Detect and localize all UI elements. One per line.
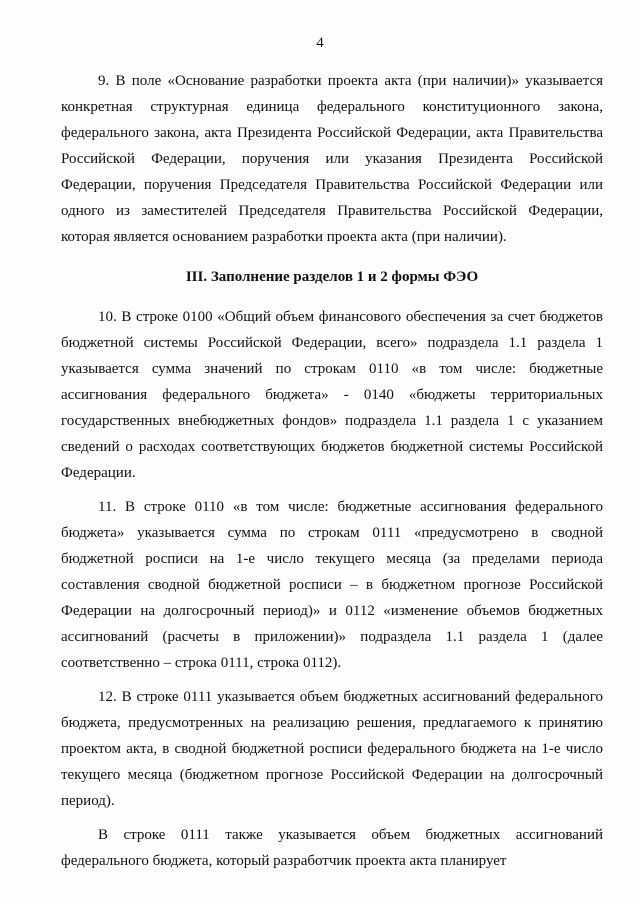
page-number: 4	[316, 35, 324, 51]
paragraph-11: 11. В строке 0110 «в том числе: бюджетные ассигнования федерального бюджета» указывается сумма по строкам 0111 «предусмотрено в сводной бюджетной росписи на 1-е число текущего месяца (за пределами периода составления сводной бюджетной росписи – в бюджетном прогнозе Российской Федерации на долгосрочный период)» и 0112 «изменение объемов бюджетных ассигнований (расчеты в приложении)» подраздела 1.1 раздела 1 (далее соответственно – строка 0111, строка 0112).	[61, 499, 603, 671]
document-body	[61, 68, 603, 874]
paragraph-12-continued: В строке 0111 также указывается объем бюджетных ассигнований федерального бюджета, который разработчик проекта акта планирует	[61, 827, 603, 869]
paragraph-9: 9. В поле «Основание разработки проекта акта (при наличии)» указывается конкретная структурная единица федерального конституционного закона, федерального закона, акта Президента Российской Федерации, акта Правительства Российской Федерации, поручения или указания Президента Российской Федерации, поручения Председателя Правительства Российской Федерации или одного из заместителей Председателя Правительства Российской Федерации, которая является основанием разработки проекта акта (при наличии).	[61, 73, 603, 245]
section-heading: III. Заполнение разделов 1 и 2 формы ФЭО	[185, 269, 479, 285]
paragraph-10: 10. В строке 0100 «Общий объем финансового обеспечения за счет бюджетов бюджетной системы Российской Федерации, всего» подраздела 1.1 раздела 1 указывается сумма значений по строкам 0110 «в том числе: бюджетные ассигнования федерального бюджета» - 0140 «бюджеты территориальных государственных внебюджетных фондов» подраздела 1.1 раздела 1 с указанием сведений о расходах соответствующих бюджетов бюджетной системы Российской Федерации.	[61, 309, 603, 481]
paragraph-12: 12. В строке 0111 указывается объем бюджетных ассигнований федерального бюджета, предусмотренных на реализацию решения, предлагаемого к принятию проектом акта, в сводной бюджетной росписи федерального бюджета на 1-е число текущего месяца (бюджетном прогнозе Российской Федерации на долгосрочный период).	[61, 689, 603, 809]
